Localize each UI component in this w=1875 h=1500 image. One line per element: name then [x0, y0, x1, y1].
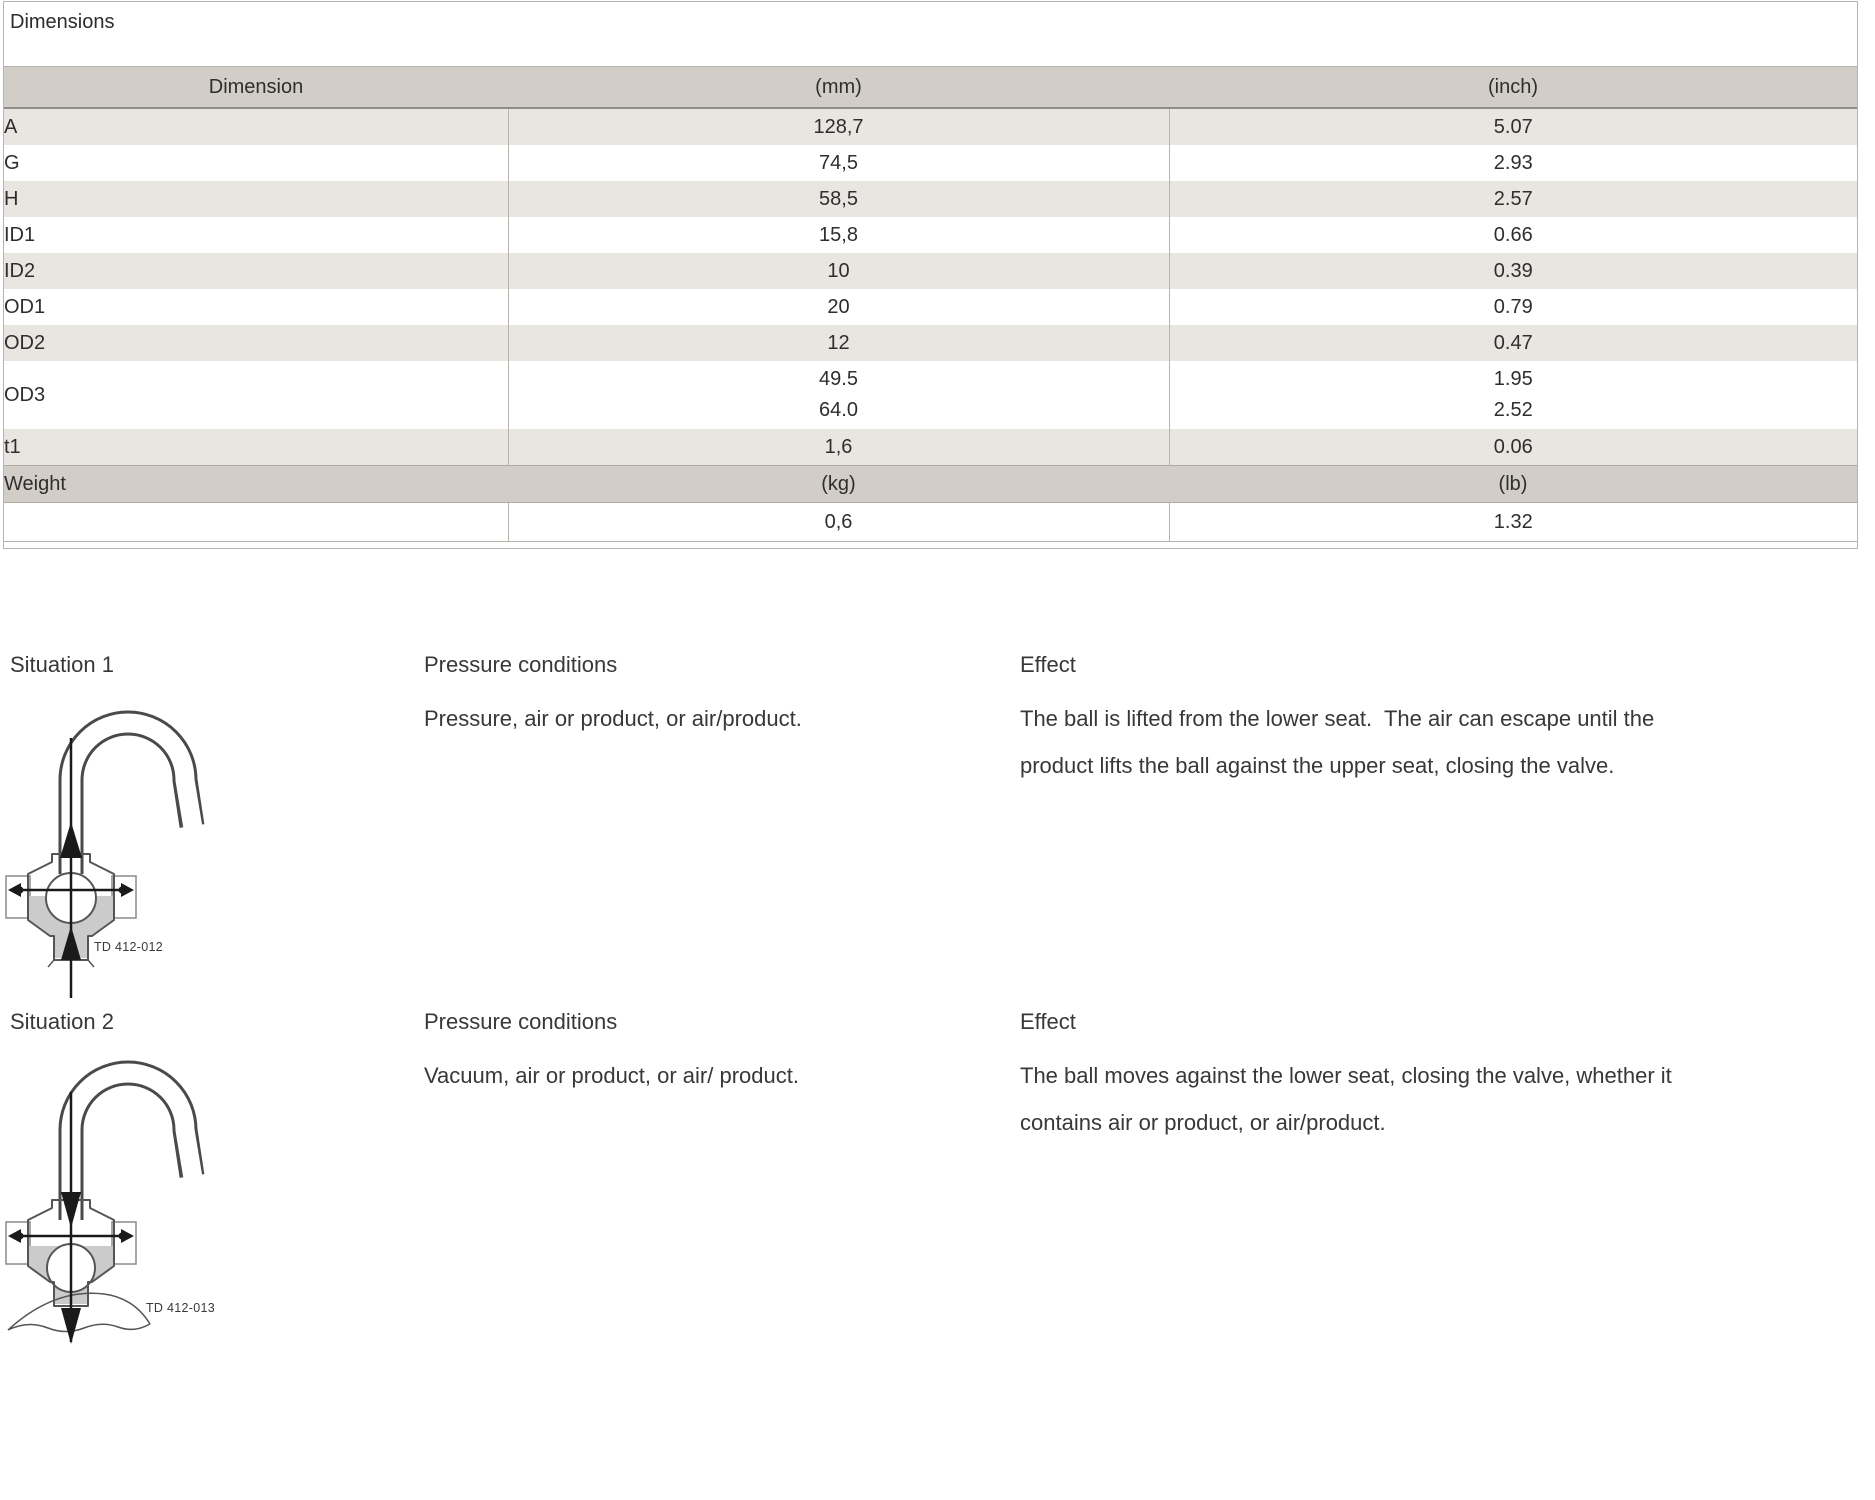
dim-inch	[1169, 361, 1857, 429]
weight-lb-value: 1.32	[1169, 503, 1857, 542]
table-row	[4, 325, 1857, 361]
table-header-row	[4, 67, 1857, 109]
dim-inch-line: 1.95	[1493, 368, 1533, 390]
dim-inch: 5.07	[1169, 108, 1857, 145]
right-flange	[112, 876, 136, 918]
table-row	[4, 361, 1857, 429]
weight-value-row	[4, 503, 1857, 542]
effect-text-line: The ball is lifted from the lower seat. The air can escape until the	[1020, 706, 1655, 731]
table-row	[4, 108, 1857, 145]
dim-label: t1	[4, 429, 508, 466]
situation-2-section	[10, 1008, 1870, 1146]
dim-inch: 0.66	[1169, 217, 1857, 253]
dim-label: OD3	[4, 383, 46, 406]
dim-label: ID2	[4, 253, 508, 289]
dim-mm: 12	[508, 325, 1169, 361]
dim-label: OD2	[4, 325, 508, 361]
valve-diagram-situation-2	[4, 1046, 244, 1386]
weight-label: Weight	[4, 466, 508, 503]
left-flange	[6, 1222, 30, 1264]
header-mm: (mm)	[508, 67, 1169, 109]
effect-text-line: The ball moves against the lower seat, closing the valve, whether it	[1020, 1063, 1672, 1088]
diagram-label: TD 412-013	[146, 1301, 216, 1315]
weight-empty-cell	[4, 503, 508, 542]
dim-label: ID1	[4, 223, 36, 246]
table-row	[4, 289, 1857, 325]
dim-inch: 2.57	[1169, 181, 1857, 217]
pressure-conditions-text: Vacuum, air or product, or air/ product.	[424, 1063, 799, 1088]
dim-mm: 10	[508, 253, 1169, 289]
pressure-conditions-text: Pressure, air or product, or air/product.	[424, 706, 802, 731]
left-flange	[6, 876, 30, 918]
table-row	[4, 145, 1857, 181]
weight-header-row	[4, 466, 1857, 503]
panel-title: Dimensions	[10, 11, 115, 33]
table-row	[4, 217, 1857, 253]
pressure-conditions-heading: Pressure conditions	[424, 652, 618, 677]
dimensions-panel	[3, 1, 1858, 549]
valve-diagram-situation-1	[4, 694, 244, 1014]
weight-kg-header: (kg)	[508, 466, 1169, 503]
table-row	[4, 429, 1857, 466]
header-inch: (inch)	[1169, 67, 1857, 109]
dimensions-table	[4, 66, 1857, 542]
dim-label: OD1	[4, 295, 46, 318]
right-flange	[112, 1222, 136, 1264]
table-row	[4, 181, 1857, 217]
effect-heading: Effect	[1020, 652, 1076, 677]
header-dimension: Dimension	[4, 67, 508, 109]
dim-inch: 2.93	[1169, 145, 1857, 181]
effect-text-line: product lifts the ball against the upper seat, closing the valve.	[1020, 753, 1615, 778]
dim-inch: 0.47	[1169, 325, 1857, 361]
dim-label: A	[4, 108, 508, 145]
effect-text-line: contains air or product, or air/product.	[1020, 1110, 1386, 1135]
dim-inch: 0.39	[1169, 253, 1857, 289]
effect-heading: Effect	[1020, 1009, 1076, 1034]
dim-mm: 1,6	[508, 429, 1169, 466]
weight-kg-value: 0,6	[508, 503, 1169, 542]
situation-1-section	[10, 651, 1870, 789]
dim-mm-line: 64.0	[819, 399, 858, 421]
dim-mm-line: 49.5	[819, 368, 858, 390]
dim-mm: 74,5	[508, 145, 1169, 181]
dim-mm	[508, 361, 1169, 429]
situation-1-title: Situation 1	[10, 652, 114, 677]
dim-mm: 20	[508, 289, 1169, 325]
dim-mm: 15,8	[508, 217, 1169, 253]
dim-label: G	[4, 151, 20, 174]
table-row	[4, 253, 1857, 289]
weight-lb-header: (lb)	[1169, 466, 1857, 503]
situation-2-title: Situation 2	[10, 1009, 114, 1034]
dim-mm: 128,7	[508, 108, 1169, 145]
dim-inch: 0.79	[1169, 289, 1857, 325]
dim-inch-line: 2.52	[1493, 399, 1533, 421]
pressure-conditions-heading: Pressure conditions	[424, 1009, 618, 1034]
dim-mm: 58,5	[508, 181, 1169, 217]
dim-inch: 0.06	[1169, 429, 1857, 466]
diagram-label: TD 412-012	[94, 940, 164, 954]
dim-label: H	[4, 181, 508, 217]
